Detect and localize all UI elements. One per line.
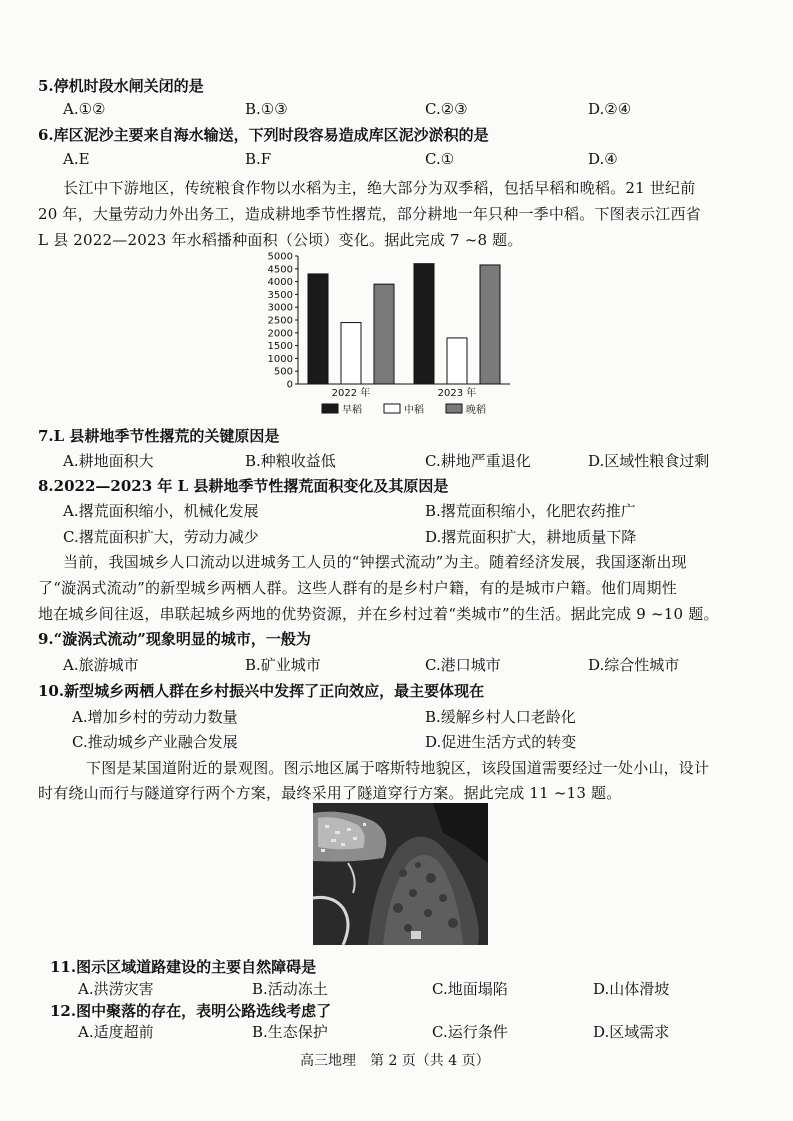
y-tick-label: 2500 bbox=[267, 315, 293, 327]
legend-swatch bbox=[322, 404, 338, 413]
legend-label: 早稻 bbox=[342, 405, 362, 416]
q8-option-b: B.撂荒面积缩小，化肥农药推广 bbox=[425, 502, 636, 520]
y-tick-label: 4500 bbox=[267, 264, 293, 276]
q8-option-c: C.撂荒面积扩大，劳动力减少 bbox=[63, 528, 259, 546]
q7-option-d: D.区域性粮食过剩 bbox=[588, 452, 710, 470]
y-tick-label: 1500 bbox=[267, 341, 293, 353]
q8-option-a: A.撂荒面积缩小，机械化发展 bbox=[63, 502, 259, 520]
y-tick-label: 1000 bbox=[267, 353, 293, 365]
q12-option-a: A.适度超前 bbox=[78, 1023, 154, 1041]
passage-7-8-line-2: 20 年，大量劳动力外出务工，造成耕地季节性撂荒，部分耕地一年只种一季中稻。下图表示江西省 bbox=[38, 205, 701, 223]
legend-swatch bbox=[384, 404, 400, 413]
q11-option-a: A.洪涝灾害 bbox=[78, 980, 154, 998]
q8-option-d: D.撂荒面积扩大，耕地质量下降 bbox=[425, 528, 637, 546]
q6-option-a: A.E bbox=[63, 150, 90, 168]
passage-9-10-line-1: 当前，我国城乡人口流动以进城务工人员的“钟摆式流动”为主。随着经济发展，我国逐渐出现 bbox=[63, 553, 687, 571]
y-tick-label: 500 bbox=[273, 366, 293, 378]
question-11-stem: 11.图示区域道路建设的主要自然障碍是 bbox=[50, 958, 317, 976]
legend-swatch bbox=[446, 404, 462, 413]
q12-option-d: D.区域需求 bbox=[593, 1023, 670, 1041]
q7-option-a: A.耕地面积大 bbox=[63, 452, 154, 470]
question-10-stem: 10.新型城乡两栖人群在乡村振兴中发挥了正向效应，最主要体现在 bbox=[38, 682, 485, 700]
q9-option-b: B.矿业城市 bbox=[245, 656, 321, 674]
question-5-stem: 5.停机时段水闸关闭的是 bbox=[38, 77, 204, 95]
q10-option-b: B.缓解乡村人口老龄化 bbox=[425, 708, 576, 726]
y-tick-label: 4000 bbox=[267, 277, 293, 289]
q10-option-c: C.推动城乡产业融合发展 bbox=[72, 733, 238, 751]
q10-option-d: D.促进生活方式的转变 bbox=[425, 733, 577, 751]
q7-option-b: B.种粮收益低 bbox=[245, 452, 336, 470]
karst-landscape-photo bbox=[313, 803, 488, 945]
q7-option-c: C.耕地严重退化 bbox=[425, 452, 531, 470]
y-tick-label: 0 bbox=[286, 379, 293, 391]
bar-2-1 bbox=[341, 323, 361, 384]
q5-option-c: C.②③ bbox=[425, 100, 468, 118]
q10-option-a: A.增加乡村的劳动力数量 bbox=[72, 708, 238, 726]
q6-option-d: D.④ bbox=[588, 150, 618, 168]
q6-option-b: B.F bbox=[245, 150, 272, 168]
page-footer: 高三地理 第 2 页（共 4 页） bbox=[300, 1053, 490, 1069]
q9-option-a: A.旅游城市 bbox=[63, 656, 139, 674]
q5-option-b: B.①③ bbox=[245, 100, 288, 118]
y-tick-label: 5000 bbox=[267, 251, 293, 263]
y-tick-label: 3000 bbox=[267, 302, 293, 314]
legend-label: 晚稻 bbox=[466, 405, 486, 416]
q6-option-c: C.① bbox=[425, 150, 455, 168]
q9-option-d: D.综合性城市 bbox=[588, 656, 680, 674]
passage-9-10-line-3: 地在城乡间往返，串联起城乡两地的优势资源，并在乡村过着“类城市”的生活。据此完成 9 ~10 题。 bbox=[38, 605, 719, 623]
passage-11-13-line-2: 时有绕山而行与隧道穿行两个方案，最终采用了隧道穿行方案。据此完成 11 ~13 题。 bbox=[38, 784, 622, 802]
passage-7-8-line-1: 长江中下游地区，传统粮食作物以水稻为主，绝大部分为双季稻，包括早稻和晚稻。21 世纪前 bbox=[63, 179, 696, 197]
q5-option-d: D.②④ bbox=[588, 100, 632, 118]
q12-option-c: C.运行条件 bbox=[432, 1023, 508, 1041]
passage-9-10-line-2: 了“漩涡式流动”的新型城乡两栖人群。这些人群有的是乡村户籍，有的是城市户籍。他们周期性 bbox=[38, 579, 677, 597]
q11-option-d: D.山体滑坡 bbox=[593, 980, 670, 998]
question-9-stem: 9.“漩涡式流动”现象明显的城市，一般为 bbox=[38, 630, 311, 648]
bar-3-1 bbox=[374, 284, 394, 384]
q11-option-c: C.地面塌陷 bbox=[432, 980, 508, 998]
q5-option-a: A.①② bbox=[63, 100, 106, 118]
q11-option-b: B.活动冻土 bbox=[252, 980, 328, 998]
bar-1-2 bbox=[414, 264, 434, 384]
question-6-stem: 6.库区泥沙主要来自海水输送，下列时段容易造成库区泥沙淤积的是 bbox=[38, 126, 489, 144]
bar-3-2 bbox=[480, 265, 500, 384]
question-8-stem: 8.2022—2023 年 L 县耕地季节性撂荒面积变化及其原因是 bbox=[38, 477, 449, 495]
x-category-label: 2023 年 bbox=[437, 388, 477, 399]
passage-11-13-line-1: 下图是某国道附近的景观图。图示地区属于喀斯特地貌区，该段国道需要经过一处小山，设计 bbox=[86, 759, 710, 777]
q12-option-b: B.生态保护 bbox=[252, 1023, 328, 1041]
passage-7-8-line-3: L 县 2022—2023 年水稻播种面积（公顷）变化。据此完成 7 ~8 题。 bbox=[38, 231, 523, 249]
bar-2-2 bbox=[447, 338, 467, 384]
bar-1-1 bbox=[308, 274, 328, 384]
question-7-stem: 7.L 县耕地季节性撂荒的关键原因是 bbox=[38, 427, 280, 445]
q9-option-c: C.港口城市 bbox=[425, 656, 501, 674]
legend-label: 中稻 bbox=[404, 405, 424, 416]
x-category-label: 2022 年 bbox=[331, 388, 371, 399]
rice-area-bar-chart bbox=[262, 248, 532, 418]
y-tick-label: 3500 bbox=[267, 289, 293, 301]
question-12-stem: 12.图中聚落的存在，表明公路选线考虑了 bbox=[50, 1002, 332, 1020]
y-tick-label: 2000 bbox=[267, 328, 293, 340]
